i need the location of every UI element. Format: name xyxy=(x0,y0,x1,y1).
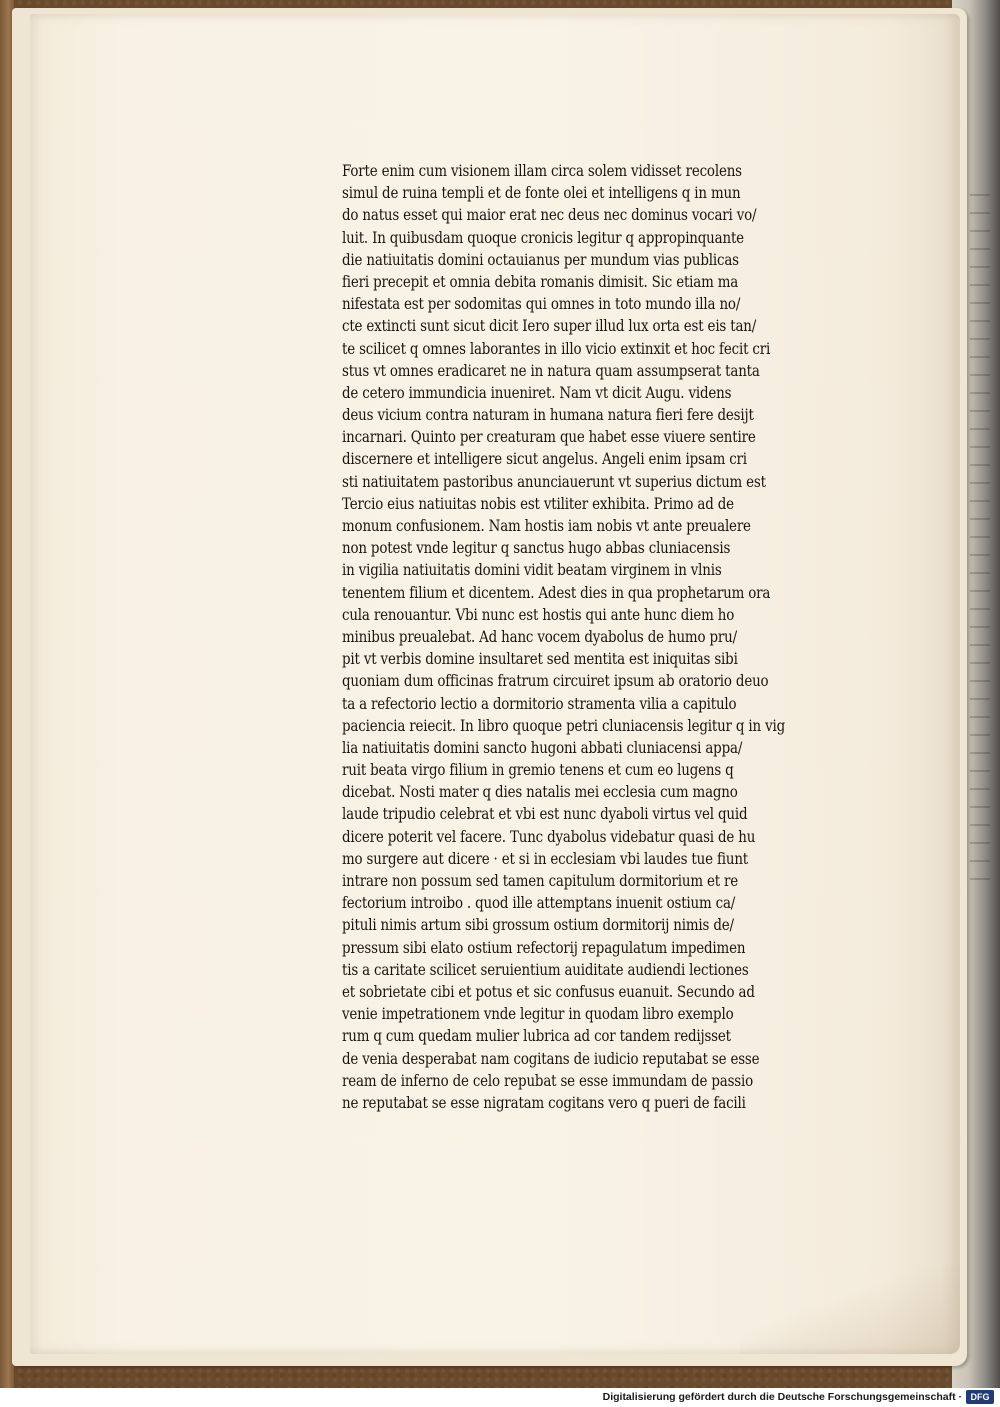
text-line: ta a refectorio lectio a dormitorio stramenta vilia a capitulo xyxy=(342,694,737,713)
text-line: pit vt verbis domine insultaret sed mentita est iniquitas sibi xyxy=(342,650,738,669)
text-line: dicere poterit vel facere. Tunc dyabolus videbatur quasi de hu xyxy=(342,827,756,846)
text-line: ne reputabat se esse nigratam cogitans vero q pueri de facili xyxy=(342,1093,746,1112)
text-line: pituli nimis artum sibi grossum ostium dormitorij nimis de/ xyxy=(342,916,734,935)
text-line: de cetero immundicia inueniret. Nam vt dicit Augu. videns xyxy=(342,383,732,402)
text-line: monum confusionem. Nam hostis iam nobis vt ante preualere xyxy=(342,517,751,535)
text-block xyxy=(342,160,902,1114)
text-line: venie impetrationem vnde legitur in quodam libro exemplo xyxy=(342,1005,734,1024)
text-line: intrare non possum sed tamen capitulum dormitorium et re xyxy=(342,872,739,890)
text-line: fectorium introibo . quod ille attemptans inuenit ostium ca/ xyxy=(342,894,736,913)
funding-credit: Digitalisierung gefördert durch die Deutsche Forschungsgemeinschaft · xyxy=(602,1391,962,1403)
text-line: deus vicium contra naturam in humana natura fieri fere desijt xyxy=(342,406,754,425)
text-line: paciencia reiecit. In libro quoque petri cluniacensis legitur q in vig xyxy=(342,716,786,735)
text-line: cula renouantur. Vbi nunc est hostis qui ante hunc diem ho xyxy=(342,605,735,624)
text-line: incarnari. Quinto per creaturam que habet esse viuere sentire xyxy=(342,428,756,447)
text-line: tis a caritate scilicet seruientium auiditate audiendi lectiones xyxy=(342,960,749,979)
text-line: do natus esset qui maior erat nec deus nec dominus vocari vo/ xyxy=(342,206,757,225)
adjacent-page-text xyxy=(970,180,990,880)
text-line: discernere et intelligere sicut angelus. Angeli enim ipsam cri xyxy=(342,450,747,469)
dfg-logo xyxy=(966,1390,994,1404)
text-line: sti natiuitatem pastoribus anunciauerunt vt superius dictum est xyxy=(342,472,766,491)
text-line: lia natiuitatis domini sancto hugoni abbati cluniacensi appa/ xyxy=(342,738,743,757)
text-line: de venia desperabat nam cogitans de iudicio reputabat se esse xyxy=(342,1049,760,1068)
text-line: Forte enim cum visionem illam circa solem vidisset recolens xyxy=(342,162,742,180)
text-line: dicebat. Nosti mater q dies natalis mei ecclesia cum magno xyxy=(342,783,738,802)
text-line: non potest vnde legitur q sanctus hugo abbas cluniacensis xyxy=(342,539,731,558)
text-line: cte extincti sunt sicut dicit Iero super illud lux orta est eis tan/ xyxy=(342,317,757,336)
text-line: mo surgere aut dicere · et si in ecclesiam vbi laudes tue fiunt xyxy=(342,849,749,868)
text-line: quoniam dum officinas fratrum circuiret ipsum ab oratorio deuo xyxy=(342,672,769,691)
text-line: luit. In quibusdam quoque cronicis legitur q appropinquante xyxy=(342,228,744,247)
text-line: pressum sibi elato ostium refectorij repagulatum impedimen xyxy=(342,938,746,957)
text-line: in vigilia natiuitatis domini vidit beatam virginem in vlnis xyxy=(342,561,722,580)
text-line: et sobrietate cibi et potus et sic confusus euanuit. Secundo ad xyxy=(342,982,755,1001)
text-line: ream de inferno de celo repubat se esse immundam de passio xyxy=(342,1071,754,1090)
text-line: rum q cum quedam mulier lubrica ad cor tandem redijsset xyxy=(342,1027,731,1046)
text-line: ruit beata virgo filium in gremio tenens et cum eo lugens q xyxy=(342,761,734,780)
text-line: tenentem filium et dicentem. Adest dies in qua prophetarum ora xyxy=(342,583,771,602)
text-line: die natiuitatis domini octauianus per mundum vias publicas xyxy=(342,250,739,269)
text-line: nifestata est per sodomitas qui omnes in toto mundo illa no/ xyxy=(342,295,741,314)
text-line: te scilicet q omnes laborantes in illo vicio extinxit et hoc fecit cri xyxy=(342,339,771,358)
text-line: Tercio eius natiuitas nobis est vtiliter exhibita. Primo ad de xyxy=(342,494,734,513)
manuscript-page xyxy=(30,14,960,1354)
text-line: stus vt omnes eradicaret ne in natura quam assumpserat tanta xyxy=(342,361,760,380)
text-line: simul de ruina templi et de fonte olei et intelligens q in mun xyxy=(342,184,741,203)
dfg-logo-text: DFG xyxy=(970,1392,990,1402)
text-line: laude tripudio celebrat et vbi est nunc dyaboli virtus vel quid xyxy=(342,805,748,824)
text-line: fieri precepit et omnia debita romanis dimisit. Sic etiam ma xyxy=(342,272,739,291)
text-line: minibus preualebat. Ad hanc vocem dyabolus de humo pru/ xyxy=(342,627,737,646)
